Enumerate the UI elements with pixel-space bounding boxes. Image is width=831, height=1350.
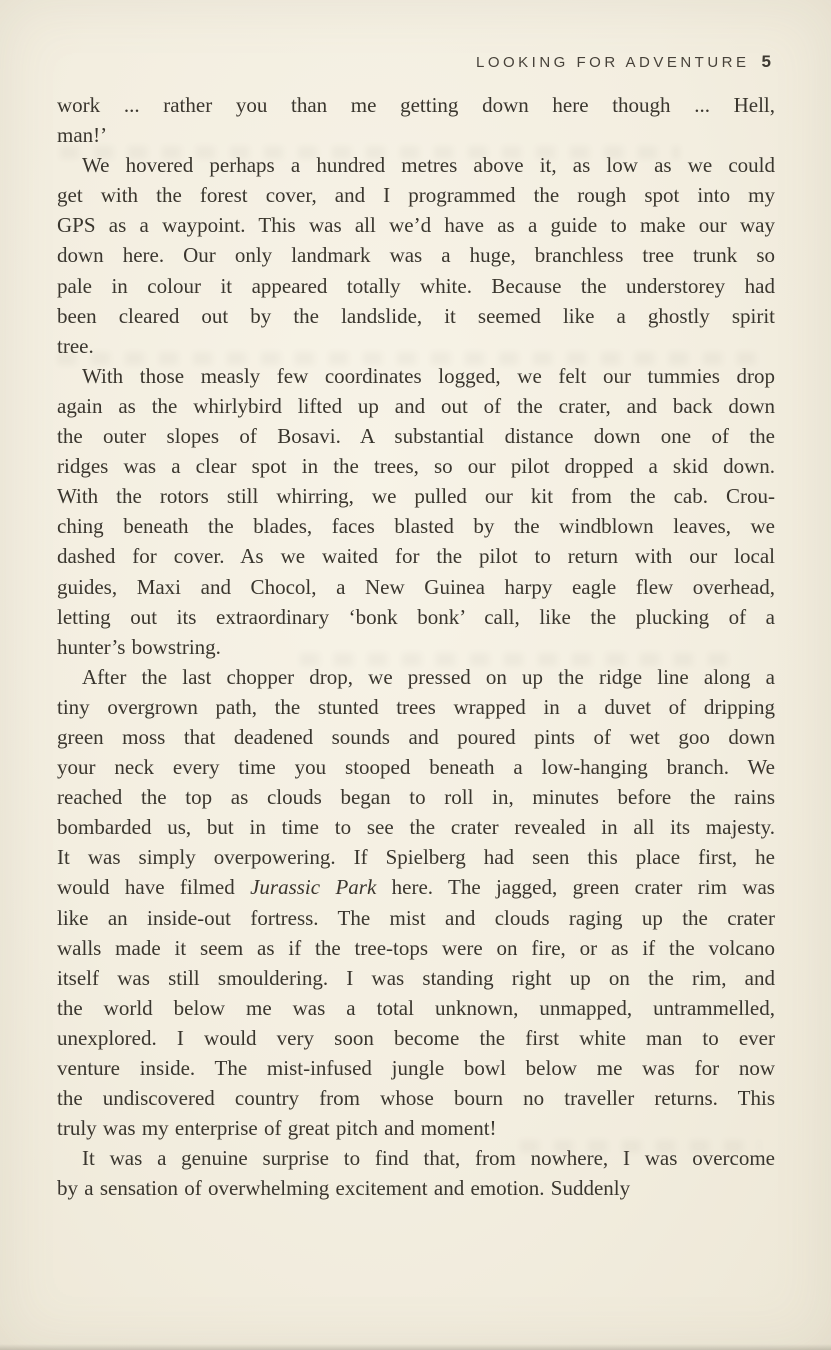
text-line: like an inside-out fortress. The mist and clouds raging up the crater <box>57 905 775 930</box>
text-line: tree. <box>57 333 94 358</box>
text-line: the world below me was a total unknown, unmapped, untrammelled, <box>57 995 775 1020</box>
text-line: We hovered perhaps a hundred metres above it, as low as we could <box>82 153 775 178</box>
paragraph <box>57 150 775 361</box>
text-line: reached the top as clouds began to roll in, minutes before the rains <box>57 785 775 810</box>
text-line: After the last chopper drop, we pressed on up the ridge line along a <box>82 664 775 689</box>
text-line: man!’ <box>57 123 108 148</box>
paragraph <box>57 361 775 662</box>
text-line: ridges was a clear spot in the trees, so our pilot dropped a skid down. <box>57 454 775 479</box>
text-line: dashed for cover. As we waited for the pilot to return with our local <box>57 544 775 569</box>
text-line: unexplored. I would very soon become the first white man to ever <box>57 1025 775 1050</box>
text-line: With the rotors still whirring, we pulled our kit from the cab. Crou- <box>57 484 775 509</box>
text-line: green moss that deadened sounds and poured pints of wet goo down <box>57 724 775 749</box>
text-line: walls made it seem as if the tree-tops were on fire, or as if the volcano <box>57 935 775 960</box>
text-line: get with the forest cover, and I programmed the rough spot into my <box>57 183 775 208</box>
paragraph <box>57 1143 775 1203</box>
text-line: by a sensation of overwhelming excitement and emotion. Suddenly <box>57 1176 631 1201</box>
page-number: 5 <box>761 52 771 71</box>
body-text <box>57 90 775 1203</box>
text-line: ching beneath the blades, faces blasted by the windblown leaves, we <box>57 514 775 539</box>
text-line: With those measly few coordinates logged, we felt our tummies drop <box>82 363 775 388</box>
text-line: It was simply overpowering. If Spielberg had seen this place first, he <box>57 845 775 870</box>
text-line: tiny overgrown path, the stunted trees wrapped in a duvet of dripping <box>57 694 775 719</box>
text-line: truly was my enterprise of great pitch and moment! <box>57 1116 497 1141</box>
text-line: down here. Our only landmark was a huge, branchless tree trunk so <box>57 243 775 268</box>
text-line: pale in colour it appeared totally white. Because the understorey had <box>57 273 775 298</box>
text-line: GPS as a waypoint. This was all we’d have as a guide to make our way <box>57 213 775 238</box>
text-line: again as the whirlybird lifted up and out of the crater, and back down <box>57 393 775 418</box>
paragraph <box>57 662 775 1144</box>
text-line: guides, Maxi and Chocol, a New Guinea harpy eagle flew overhead, <box>57 574 775 599</box>
text-line: hunter’s bowstring. <box>57 634 221 659</box>
text-line: itself was still smouldering. I was standing right up on the rim, and <box>57 965 775 990</box>
text-line: the outer slopes of Bosavi. A substantial distance down one of the <box>57 424 775 449</box>
text-line: It was a genuine surprise to find that, from nowhere, I was overcome <box>82 1146 775 1171</box>
text-line: your neck every time you stooped beneath a low-hanging branch. We <box>57 755 775 780</box>
text-line: bombarded us, but in time to see the crater revealed in all its majesty. <box>57 815 775 840</box>
running-title: LOOKING FOR ADVENTURE <box>475 54 750 71</box>
paragraph <box>57 90 775 150</box>
text-line: would have filmed Jurassic Park here. The jagged, green crater rim was <box>57 875 775 900</box>
text-line: the undiscovered country from whose bourn no traveller returns. This <box>57 1086 775 1111</box>
text-line: venture inside. The mist-infused jungle bowl below me was for now <box>57 1056 775 1080</box>
text-line: work ... rather you than me getting down here though ... Hell, <box>57 93 775 117</box>
running-header <box>57 52 771 72</box>
text-line: been cleared out by the landslide, it seemed like a ghostly spirit <box>57 303 775 328</box>
text-line: letting out its extraordinary ‘bonk bonk’ call, like the plucking of a <box>57 604 775 629</box>
